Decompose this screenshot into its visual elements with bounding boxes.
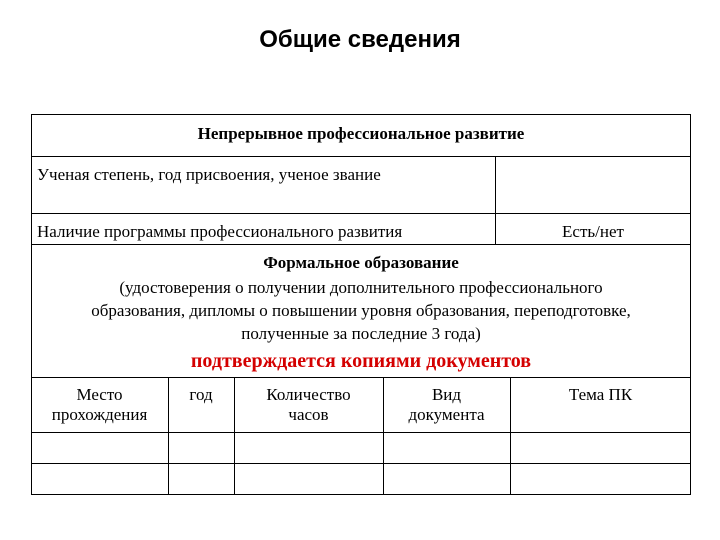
column-header-document-type: Вид документа	[408, 385, 485, 424]
degree-label: Ученая степень, год присвоения, ученое звание	[37, 165, 381, 184]
row-divider	[31, 377, 691, 378]
column-header-place: Место прохождения	[51, 385, 148, 424]
formal-education-description: (удостоверения о получении дополнительного профессионального	[119, 278, 603, 297]
program-label: Наличие программы профессионального развития	[37, 222, 403, 241]
program-value: Есть/нет	[562, 222, 624, 241]
documents-note: подтверждается копиями документов	[190, 350, 532, 372]
formal-education-heading: Формальное образование	[263, 253, 459, 272]
page-title: Общие сведения	[259, 26, 461, 53]
formal-education-description: полученные за последние 3 года)	[241, 324, 481, 343]
column-header-topic: Тема ПК	[568, 385, 633, 404]
row-divider	[31, 156, 691, 157]
row-divider	[31, 244, 691, 245]
table-row	[31, 432, 691, 463]
table-row	[31, 463, 691, 495]
column-header-year: год	[189, 385, 213, 404]
column-header-hours: Количество часов	[266, 385, 351, 424]
table-header: Непрерывное профессиональное развитие	[197, 124, 525, 143]
row-divider	[31, 213, 691, 214]
formal-education-description: образования, дипломы о повышении уровня образования, переподготовке,	[91, 301, 631, 320]
